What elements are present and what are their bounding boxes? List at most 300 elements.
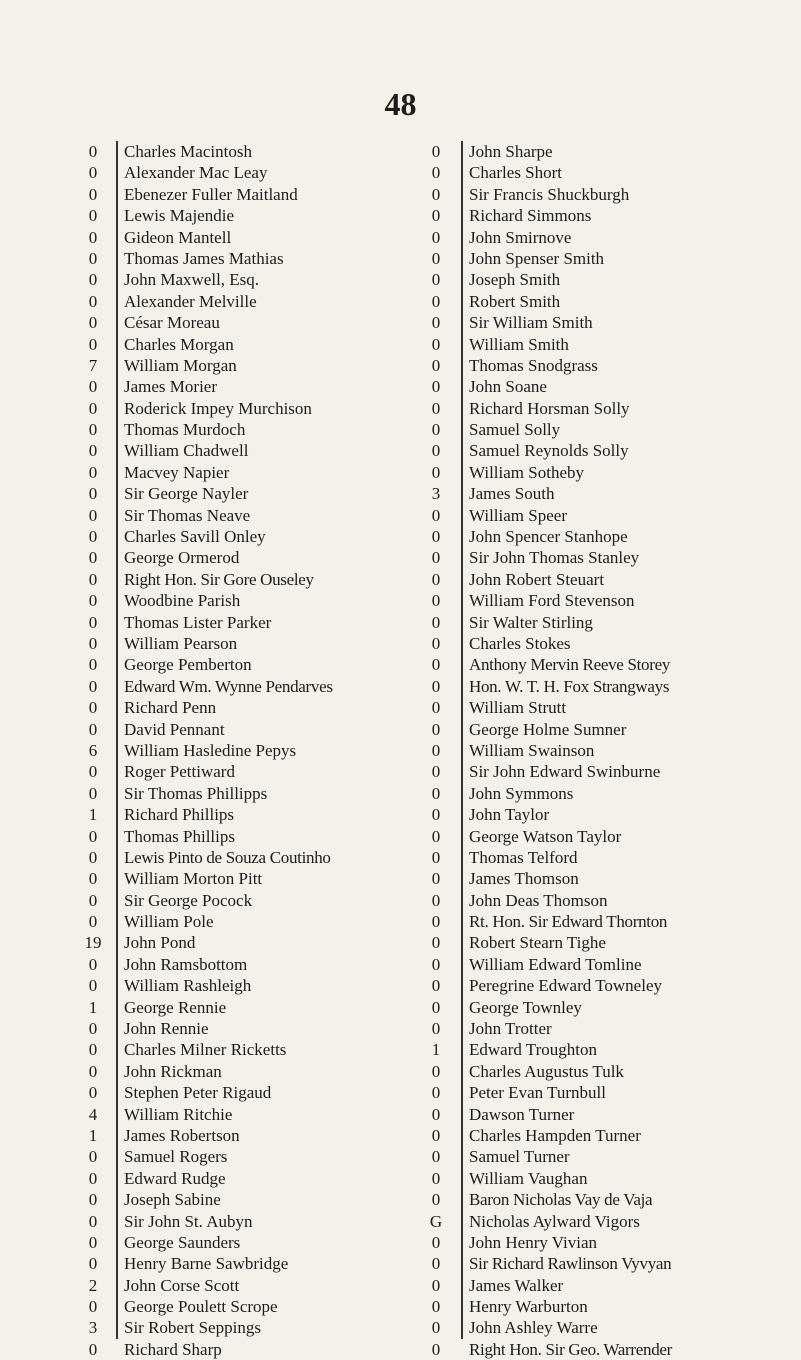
- entry-name: Sir John St. Aubyn: [124, 1211, 253, 1231]
- entry-number: 0: [431, 569, 441, 589]
- list-item: [421, 1125, 766, 1146]
- entry-name: Ebenezer Fuller Maitland: [124, 184, 298, 204]
- entry-number: 0: [88, 847, 98, 867]
- entry-name: William Vaughan: [469, 1168, 588, 1188]
- entry-number: 0: [431, 954, 441, 974]
- list-item: [421, 1061, 766, 1082]
- list-item: [421, 783, 766, 804]
- entry-number: 0: [431, 762, 441, 782]
- list-item: [78, 783, 418, 804]
- entry-number: 0: [431, 1339, 441, 1359]
- list-item: [78, 1339, 418, 1360]
- entry-name: Richard Phillips: [124, 805, 235, 825]
- list-item: [421, 440, 766, 461]
- entry-number: 0: [431, 1275, 441, 1295]
- entry-number: 6: [88, 740, 98, 760]
- list-item: [421, 911, 766, 932]
- entry-number: 0: [431, 1019, 441, 1039]
- list-item: [78, 248, 418, 269]
- entry-name: William Speer: [469, 505, 567, 525]
- list-item: [421, 291, 766, 312]
- list-item: [421, 1253, 766, 1274]
- entry-name: Sir George Nayler: [124, 484, 249, 504]
- list-item: [421, 975, 766, 996]
- entry-name: Sir Francis Shuckburgh: [469, 184, 630, 204]
- entry-name: Right Hon. Sir Geo. Warrender: [469, 1339, 673, 1359]
- list-item: [78, 419, 418, 440]
- list-item: [421, 868, 766, 889]
- list-item: [78, 1039, 418, 1060]
- entry-name: Robert Stearn Tighe: [469, 933, 606, 953]
- list-item: [421, 1275, 766, 1296]
- list-item: [78, 483, 418, 504]
- list-item: [78, 141, 418, 162]
- entry-number: 0: [431, 441, 441, 461]
- entry-name: Nicholas Aylward Vigors: [469, 1211, 640, 1231]
- left-column: [78, 141, 418, 1359]
- entry-name: John Ramsbottom: [124, 954, 248, 974]
- entry-name: Robert Smith: [469, 291, 561, 311]
- entry-number: 0: [88, 569, 98, 589]
- entry-number: 0: [431, 976, 441, 996]
- list-item: [78, 1275, 418, 1296]
- list-item: [421, 269, 766, 290]
- entry-number: 0: [431, 612, 441, 632]
- entry-number: 0: [88, 1339, 98, 1359]
- list-item: [78, 334, 418, 355]
- list-item: [78, 1146, 418, 1167]
- entry-name: Alexander Melville: [124, 291, 257, 311]
- entry-number: 0: [431, 1147, 441, 1167]
- entry-number: 0: [88, 1061, 98, 1081]
- entry-number: 0: [88, 206, 98, 226]
- list-item: [78, 719, 418, 740]
- entry-number: 0: [431, 1125, 441, 1145]
- entry-number: 0: [431, 826, 441, 846]
- entry-number: 0: [431, 163, 441, 183]
- entry-name: Charles Stokes: [469, 633, 571, 653]
- list-item: [421, 376, 766, 397]
- list-item: [78, 697, 418, 718]
- entry-name: William Pole: [124, 912, 214, 932]
- list-item: [78, 547, 418, 568]
- list-item: [421, 1296, 766, 1317]
- entry-name: John Soane: [469, 377, 547, 397]
- list-item: [421, 826, 766, 847]
- entry-number: 0: [88, 505, 98, 525]
- entry-name: Samuel Rogers: [124, 1147, 228, 1167]
- list-item: [421, 740, 766, 761]
- entry-number: 0: [431, 912, 441, 932]
- entry-name: John Pond: [124, 933, 196, 953]
- list-item: [78, 997, 418, 1018]
- entry-number: 0: [88, 1168, 98, 1188]
- right-column: [421, 141, 766, 1359]
- entry-number: 0: [431, 142, 441, 161]
- list-item: [78, 1104, 418, 1125]
- list-item: [78, 1189, 418, 1210]
- entry-number: 0: [88, 1040, 98, 1060]
- entry-name: Lewis Majendie: [124, 206, 234, 226]
- entry-name: Edward Wm. Wynne Pendarves: [124, 676, 333, 696]
- entry-number: 0: [88, 1019, 98, 1039]
- left-rows: [78, 141, 418, 1360]
- entry-number: 0: [431, 1061, 441, 1081]
- entry-name: Charles Savill Onley: [124, 527, 266, 547]
- entry-number: 0: [431, 184, 441, 204]
- entry-number: 0: [431, 1254, 441, 1274]
- list-item: [421, 355, 766, 376]
- list-item: [78, 847, 418, 868]
- entry-number: 3: [431, 484, 441, 504]
- list-item: [421, 248, 766, 269]
- entry-number: 0: [431, 355, 441, 375]
- entry-number: 0: [431, 869, 441, 889]
- right-rows: [421, 141, 766, 1360]
- list-item: [421, 334, 766, 355]
- entry-number: 0: [88, 441, 98, 461]
- entry-name: William Morton Pitt: [124, 869, 263, 889]
- entry-number: 0: [88, 698, 98, 718]
- list-item: [421, 954, 766, 975]
- list-item: [78, 804, 418, 825]
- entry-number: 0: [431, 420, 441, 440]
- entry-number: 0: [431, 1104, 441, 1124]
- entry-name: William Swainson: [469, 740, 595, 760]
- entry-number: 0: [88, 719, 98, 739]
- entry-name: Peregrine Edward Towneley: [469, 976, 662, 996]
- entry-number: 0: [88, 1190, 98, 1210]
- list-item: [78, 1168, 418, 1189]
- entry-number: 0: [88, 762, 98, 782]
- entry-name: Charles Hampden Turner: [469, 1125, 641, 1145]
- list-item: [421, 162, 766, 183]
- entry-name: Lewis Pinto de Souza Coutinho: [124, 847, 331, 867]
- entry-number: 0: [431, 633, 441, 653]
- list-item: [78, 1232, 418, 1253]
- list-item: [78, 868, 418, 889]
- entry-number: 19: [84, 933, 102, 953]
- entry-number: 0: [88, 1083, 98, 1103]
- entry-number: 0: [88, 527, 98, 547]
- entry-number: 0: [431, 505, 441, 525]
- entry-number: 0: [431, 847, 441, 867]
- list-item: [421, 847, 766, 868]
- entry-number: 0: [88, 890, 98, 910]
- entry-number: 0: [88, 1254, 98, 1274]
- entry-name: John Spenser Smith: [469, 248, 605, 268]
- entry-number: 2: [88, 1275, 98, 1295]
- entry-number: 0: [431, 591, 441, 611]
- entry-name: George Saunders: [124, 1232, 241, 1252]
- entry-name: James South: [469, 484, 555, 504]
- entry-number: 1: [88, 805, 98, 825]
- entry-number: 0: [431, 1318, 441, 1338]
- list-item: [421, 890, 766, 911]
- list-item: [78, 184, 418, 205]
- list-item: [421, 633, 766, 654]
- entry-number: 0: [431, 313, 441, 333]
- entry-name: John Henry Vivian: [469, 1232, 598, 1252]
- entry-number: 0: [88, 976, 98, 996]
- entry-number: 0: [88, 912, 98, 932]
- entry-name: William Smith: [469, 334, 569, 354]
- entry-name: George Rennie: [124, 997, 227, 1017]
- entry-number: 3: [88, 1318, 98, 1338]
- entry-name: Samuel Reynolds Solly: [469, 441, 629, 461]
- entry-number: 0: [88, 869, 98, 889]
- entry-name: James Thomson: [469, 869, 579, 889]
- entry-number: 1: [88, 997, 98, 1017]
- entry-name: Rt. Hon. Sir Edward Thornton: [469, 912, 668, 932]
- entry-name: John Robert Steuart: [469, 569, 605, 589]
- entry-number: G: [429, 1211, 443, 1231]
- entry-name: Sir Walter Stirling: [469, 612, 593, 632]
- entry-number: 0: [431, 227, 441, 247]
- entry-name: Sir William Smith: [469, 313, 593, 333]
- entry-name: Thomas Snodgrass: [469, 355, 598, 375]
- entry-number: 0: [88, 377, 98, 397]
- entry-name: John Smirnove: [469, 227, 572, 247]
- entry-number: 0: [88, 954, 98, 974]
- entry-number: 0: [88, 826, 98, 846]
- entry-name: Sir Thomas Neave: [124, 505, 251, 525]
- entry-name: Charles Macintosh: [124, 142, 252, 161]
- list-item: [421, 1168, 766, 1189]
- list-item: [78, 462, 418, 483]
- list-item: [78, 1082, 418, 1103]
- entry-number: 0: [88, 313, 98, 333]
- entry-name: Edward Troughton: [469, 1040, 597, 1060]
- entry-name: John Ashley Warre: [469, 1318, 598, 1338]
- entry-name: Dawson Turner: [469, 1104, 575, 1124]
- entry-name: John Corse Scott: [124, 1275, 240, 1295]
- entry-name: Richard Sharp: [124, 1339, 222, 1359]
- list-item: [78, 954, 418, 975]
- entry-name: Charles Short: [469, 163, 563, 183]
- list-item: [421, 612, 766, 633]
- entry-number: 0: [431, 398, 441, 418]
- entry-name: Roderick Impey Murchison: [124, 398, 312, 418]
- list-item: [421, 1317, 766, 1338]
- list-item: [78, 1317, 418, 1338]
- list-item: [421, 1104, 766, 1125]
- list-item: [421, 141, 766, 162]
- entry-number: 0: [88, 612, 98, 632]
- list-item: [421, 1018, 766, 1039]
- list-item: [421, 697, 766, 718]
- entry-name: Right Hon. Sir Gore Ouseley: [124, 569, 314, 589]
- entry-name: James Walker: [469, 1275, 564, 1295]
- list-item: [421, 761, 766, 782]
- entry-name: Charles Morgan: [124, 334, 234, 354]
- entry-name: William Morgan: [124, 355, 237, 375]
- entry-name: Thomas Phillips: [124, 826, 235, 846]
- list-item: [421, 932, 766, 953]
- entry-name: William Hasledine Pepys: [124, 740, 297, 760]
- entry-name: John Trotter: [469, 1019, 552, 1039]
- entry-number: 1: [431, 1040, 441, 1060]
- entry-name: Richard Horsman Solly: [469, 398, 630, 418]
- entry-name: Sir Robert Seppings: [124, 1318, 261, 1338]
- list-item: [421, 398, 766, 419]
- entry-number: 0: [88, 655, 98, 675]
- list-item: [78, 526, 418, 547]
- list-item: [421, 997, 766, 1018]
- entry-name: Sir Thomas Phillipps: [124, 783, 268, 803]
- entry-name: Sir John Thomas Stanley: [469, 548, 640, 568]
- entry-name: Peter Evan Turnbull: [469, 1083, 606, 1103]
- list-item: [78, 440, 418, 461]
- entry-name: George Poulett Scrope: [124, 1297, 278, 1317]
- list-item: [78, 1211, 418, 1232]
- list-item: [421, 1146, 766, 1167]
- list-item: [78, 932, 418, 953]
- entry-name: John Maxwell, Esq.: [124, 270, 260, 290]
- list-item: [421, 227, 766, 248]
- list-item: [421, 1339, 766, 1360]
- list-item: [78, 654, 418, 675]
- entry-number: 7: [88, 355, 98, 375]
- entry-name: William Pearson: [124, 633, 238, 653]
- entry-number: 0: [88, 1297, 98, 1317]
- entry-name: John Spencer Stanhope: [469, 527, 628, 547]
- list-item: [78, 1296, 418, 1317]
- entry-name: Baron Nicholas Vay de Vaja: [469, 1190, 653, 1210]
- entry-number: 0: [431, 740, 441, 760]
- entry-number: 0: [431, 783, 441, 803]
- list-item: [78, 569, 418, 590]
- entry-number: 0: [431, 206, 441, 226]
- list-item: [421, 1039, 766, 1060]
- list-item: [421, 1082, 766, 1103]
- entry-number: 0: [88, 591, 98, 611]
- entry-number: 0: [431, 805, 441, 825]
- list-item: [78, 911, 418, 932]
- entry-number: 0: [431, 676, 441, 696]
- entry-number: 0: [88, 1211, 98, 1231]
- entry-number: 0: [88, 420, 98, 440]
- entry-name: Samuel Turner: [469, 1147, 570, 1167]
- entry-number: 0: [431, 1190, 441, 1210]
- entry-number: 0: [431, 1083, 441, 1103]
- entry-name: William Ford Stevenson: [469, 591, 635, 611]
- entry-name: William Ritchie: [124, 1104, 233, 1124]
- entry-number: 0: [88, 462, 98, 482]
- list-item: [78, 505, 418, 526]
- list-item: [78, 227, 418, 248]
- entry-name: Thomas James Mathias: [124, 248, 284, 268]
- list-item: [421, 569, 766, 590]
- entry-number: 0: [431, 548, 441, 568]
- list-item: [421, 547, 766, 568]
- entry-name: John Deas Thomson: [469, 890, 608, 910]
- entry-number: 0: [431, 698, 441, 718]
- list-item: [78, 740, 418, 761]
- list-item: [78, 312, 418, 333]
- entry-number: 0: [431, 1232, 441, 1252]
- list-item: [421, 205, 766, 226]
- list-item: [421, 462, 766, 483]
- entry-number: 0: [431, 291, 441, 311]
- list-item: [78, 1061, 418, 1082]
- entry-number: 0: [88, 633, 98, 653]
- list-item: [421, 483, 766, 504]
- list-item: [421, 804, 766, 825]
- entry-name: Thomas Murdoch: [124, 420, 246, 440]
- page-number: 48: [384, 86, 417, 122]
- entry-name: George Ormerod: [124, 548, 240, 568]
- entry-name: John Taylor: [469, 805, 550, 825]
- entry-name: George Watson Taylor: [469, 826, 622, 846]
- entry-number: 1: [88, 1125, 98, 1145]
- entry-name: William Chadwell: [124, 441, 249, 461]
- entry-number: 0: [431, 890, 441, 910]
- entry-name: William Edward Tomline: [469, 954, 642, 974]
- entry-number: 0: [88, 676, 98, 696]
- list-item: [78, 676, 418, 697]
- list-item: [421, 526, 766, 547]
- entry-name: Sir George Pocock: [124, 890, 253, 910]
- list-item: [78, 205, 418, 226]
- entry-number: 0: [431, 377, 441, 397]
- list-item: [421, 1189, 766, 1210]
- entry-name: Edward Rudge: [124, 1168, 226, 1188]
- list-item: [78, 761, 418, 782]
- list-item: [78, 1125, 418, 1146]
- entry-name: George Townley: [469, 997, 582, 1017]
- entry-number: 0: [431, 933, 441, 953]
- entry-name: Joseph Sabine: [124, 1190, 221, 1210]
- entry-name: Roger Pettiward: [124, 762, 235, 782]
- list-item: [421, 590, 766, 611]
- entry-number: 0: [88, 248, 98, 268]
- entry-name: Henry Barne Sawbridge: [124, 1254, 289, 1274]
- entry-name: Henry Warburton: [469, 1297, 588, 1317]
- entry-name: Sir Richard Rawlinson Vyvyan: [469, 1254, 672, 1274]
- entry-name: Alexander Mac Leay: [124, 163, 268, 183]
- list-item: [421, 1232, 766, 1253]
- entry-name: Richard Penn: [124, 698, 217, 718]
- entry-name: George Holme Sumner: [469, 719, 627, 739]
- list-item: [78, 376, 418, 397]
- list-item: [78, 1253, 418, 1274]
- entry-number: 0: [431, 1168, 441, 1188]
- entry-name: David Pennant: [124, 719, 225, 739]
- entry-number: 0: [88, 1147, 98, 1167]
- entry-name: Woodbine Parish: [124, 591, 241, 611]
- entry-number: 0: [88, 334, 98, 354]
- entry-number: 0: [88, 548, 98, 568]
- entry-name: Anthony Mervin Reeve Storey: [469, 655, 671, 675]
- entry-name: Richard Simmons: [469, 206, 592, 226]
- entry-name: James Robertson: [124, 1125, 240, 1145]
- entry-name: John Rennie: [124, 1019, 209, 1039]
- entry-name: George Pemberton: [124, 655, 252, 675]
- entry-number: 0: [431, 719, 441, 739]
- entry-number: 0: [431, 527, 441, 547]
- list-item: [78, 355, 418, 376]
- list-item: [421, 719, 766, 740]
- entry-number: 0: [431, 248, 441, 268]
- list-item: [78, 590, 418, 611]
- entry-name: John Symmons: [469, 783, 574, 803]
- list-item: [78, 269, 418, 290]
- entry-name: William Strutt: [469, 698, 567, 718]
- list-item: [421, 184, 766, 205]
- entry-number: 0: [431, 334, 441, 354]
- entry-name: John Sharpe: [469, 142, 553, 161]
